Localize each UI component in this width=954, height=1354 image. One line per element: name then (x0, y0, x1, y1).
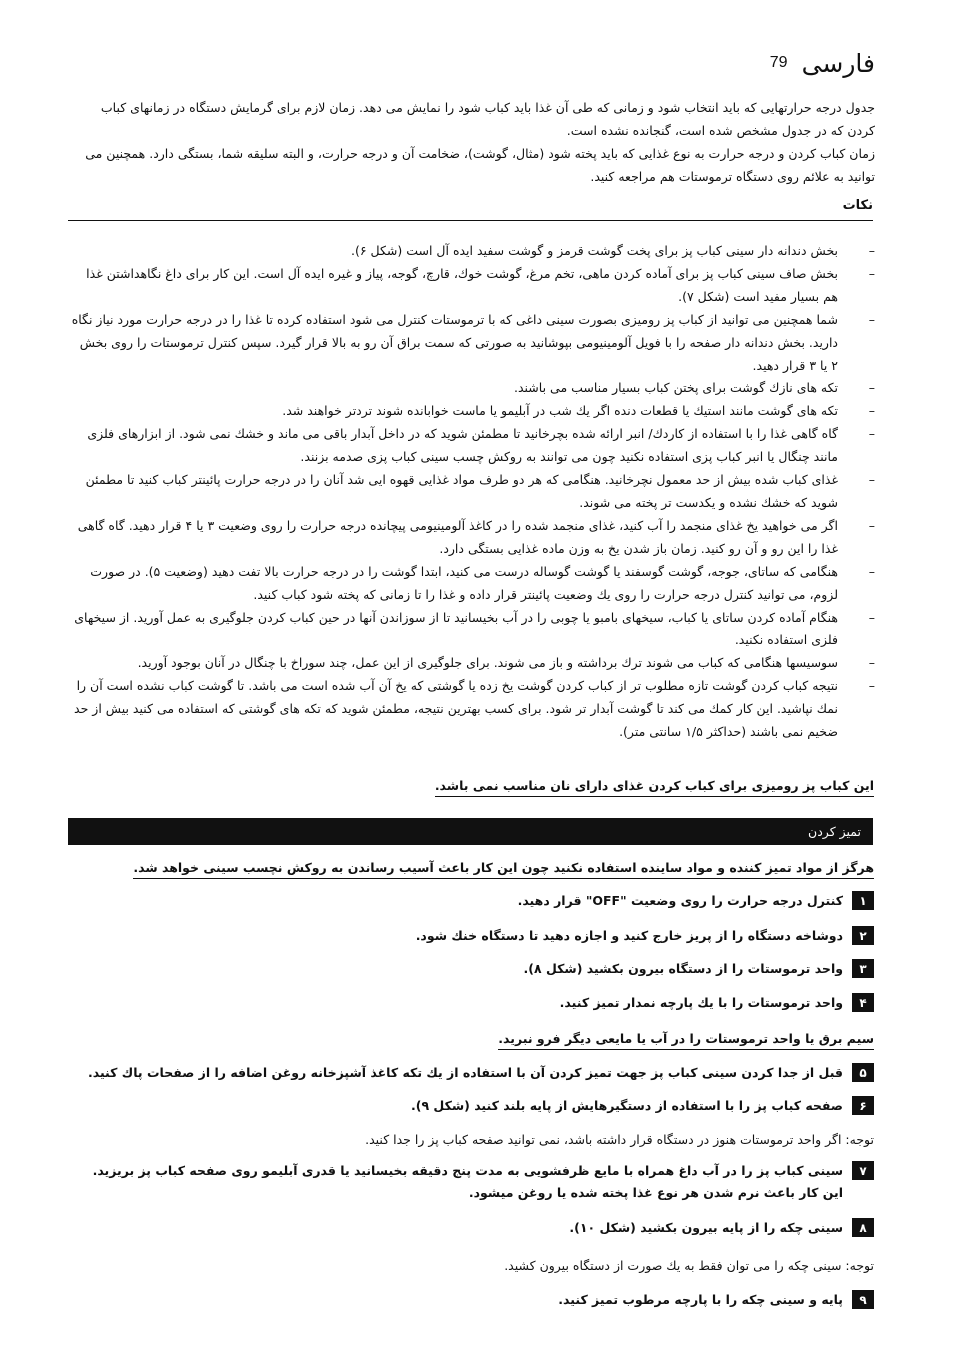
note-text: تکه های نازك گوشت برای پختن کباب بسیار مناسب می باشند. (513, 380, 838, 396)
thermostat-warning: سیم برق یا واحد ترموستات را در آب یا مایعی دیگر فرو نبرید. (498, 1029, 874, 1050)
step-text: واحد ترموستات را با یك پارچه نمدار تمیز کنید. (559, 995, 843, 1010)
list-item (70, 240, 875, 263)
step-text: قبل از جدا کردن سینی کباب پز جهت تمیز کردن آن با استفاده از یك تکه کاغذ آشپزخانه روغن اضافه را از صفحات پاك کنید. (87, 1065, 843, 1080)
note-text: بخش دندانه دار سینی کباب پز برای پخت گوشت قرمز و گوشت سفید ایده آل است (شکل ۶). (350, 243, 838, 258)
dash-bullet: – (868, 655, 875, 671)
dash-bullet: – (868, 311, 875, 327)
step-8 (569, 1217, 874, 1239)
dash-bullet: – (868, 678, 875, 694)
notes-heading: نکات (68, 198, 873, 221)
page-number: 79 (769, 54, 788, 71)
step-number-badge: ۸ (852, 1218, 874, 1237)
step-6 (411, 1095, 874, 1117)
step-number-badge: ۵ (852, 1063, 874, 1082)
step-number-badge: ۹ (852, 1290, 874, 1309)
dash-bullet: – (868, 609, 875, 625)
breaded-food-warning: این کباب پز رومیزی برای کباب کردن غذای دارای نان مناسب نمی باشد. (435, 776, 874, 797)
list-item (70, 515, 875, 561)
note-text: نتیجه کباب کردن گوشت تازه مطلوب تر از کباب کردن گوشت یخ زده یا گوشتی که یخ آن آب شده است می باشد. تا گوشت کباب نشده است آن را نمك نپاشید. این کار کمك می کند تا گوشت آبدار تر شود. برای کسب بهترین نتیجه، مطمئن شوید که تکه های گوشتی که استفاده می کنید بیش از حد ضخیم نمی باشند (حداکثر ۱/۵ سانتی متر). (74, 678, 838, 740)
list-item (70, 652, 875, 675)
step-9 (558, 1289, 874, 1311)
list-item (70, 561, 875, 607)
note-text: غذای کباب شده بیش از حد معمول نچرخانید. هنگامی که هر دو طرف مواد غذایی قهوه ایی شد آنان را در درجه حرارت پائینتر کباب کنید تا مطمئن شوید که خشك نشده و یکدست تر پخته می شوند. (85, 472, 838, 510)
list-item (70, 400, 875, 423)
step-text: سینی چکه را از پایه بیرون بکشید (شکل ۱۰). (569, 1220, 843, 1235)
note-thermostat: توجه: اگر واحد ترموستات هنوز در دستگاه قرار داشته باشد، نمی توانید صفحه کباب پز را جدا کنید. (365, 1132, 874, 1147)
dash-bullet: – (868, 563, 875, 579)
step-5 (88, 1062, 874, 1084)
note-text: تکه های گوشت مانند استیك یا قطعات دنده اگر یك شب در آبلیمو یا ماست خوابانده شوند تردتر خواهند شد. (282, 403, 838, 419)
step-number-badge: ۶ (852, 1096, 874, 1115)
dash-bullet: – (868, 265, 875, 281)
note-text: هنگام آماده کردن ساتای یا کباب، سیخهای بامبو یا چوبی را در آب بخیسانید تا از سوزاندن آنها در حین کباب کردن جلوگیری به عمل آورید. از سیخهای فلزی استفاده نکنید. (74, 609, 838, 648)
list-item (70, 469, 875, 515)
dash-bullet: – (868, 243, 875, 258)
list-item (70, 377, 875, 400)
section-heading-cleaning: تمیز کردن (68, 818, 873, 845)
step-4 (560, 992, 874, 1014)
step-number-badge: ۳ (852, 959, 874, 978)
abrasive-warning: هرگز از مواد تمیز کننده و مواد ساینده استفاده نکنید چون این کار باعث آسیب رساندن به روکش نچسب سینی خواهد شد. (133, 858, 874, 879)
step-number-badge: ۷ (852, 1161, 874, 1180)
intro-text (70, 96, 875, 188)
list-item (70, 309, 875, 378)
step-number-badge: ۲ (852, 926, 874, 945)
step-3 (524, 958, 874, 980)
language-title: فارسی (801, 48, 875, 78)
dash-bullet: – (868, 380, 875, 396)
note-text: گاه گاهی غذا را با استفاده از کاردك/ انبر ارائه شده بچرخانید تا مطمئن شوید که در داخل آبدار باقی می ماند و خشك نمی شود. از ابزارهای فلزی مانند چنگال یا انبر کباب پزی استفاده نکنید چون می توانند به روکش چسب سینی کباب پزی صدمه بزنند. (87, 426, 838, 465)
page-header (760, 46, 875, 80)
step-text: دوشاخه دستگاه را از پریز خارج کنید و اجازه دهید تا دستگاه خنك شود. (415, 928, 843, 943)
note-text: هنگامی که ساتای، جوجه، گوشت گوسفند یا گوشت گوساله درست می کنید، ابتدا گوشت را در درجه حرارت بالا تفت دهید (وضعیت ۵). در صورت لزوم، می توانید کنترل درجه حرارت را روی یك وضعیت پائینتر قرار داده و غذا را تا زمانی که پخته شود کباب کنید. (90, 563, 838, 602)
dash-bullet: – (868, 472, 875, 488)
dash-bullet: – (868, 426, 875, 442)
note-text: بخش صاف سینی کباب پز برای آماده کردن ماهی، تخم مرغ، گوشت خوك، قارچ، گوجه، پیاز و غیره ایده آل است. این کار برای داغ نگاهداشتن غذا هم بسیار مفید است (شکل ۷). (86, 265, 838, 304)
intro-paragraph: زمان کباب کردن و درجه حرارت به نوع غذایی که باید پخته شود (مثال، گوشت)، ضخامت آن و درجه حرارت، و البته سلیقه شما، بستگی دارد. همچنین می توانید به علائم روی دستگاه ترموستات هم مراجعه کنید. (85, 146, 875, 184)
step-text: کنترل درجه حرارت را روی وضعیت "OFF" قرار دهید. (517, 893, 843, 908)
step-2 (416, 925, 874, 947)
list-item (70, 607, 875, 653)
step-number-badge: ۱ (852, 891, 874, 910)
step-number-badge: ۴ (852, 993, 874, 1012)
note-text: اگر می خواهید یخ غذای منجمد را آب کنید، غذای منجمد شده را در کاغذ آلومینیومی پیچانده درجه حرارت را روی وضعیت ۳ یا ۴ قرار دهید. گاه گاهی غذا را این رو و آن رو کنید. زمان باز شدن یخ به وزن ماده غذایی بستگی دارد. (77, 517, 838, 556)
dash-bullet: – (868, 403, 875, 419)
step-7 (83, 1160, 874, 1204)
step-text: واحد ترموستات را از دستگاه بیرون بکشید (شکل ۸). (523, 961, 843, 976)
note-text: شما همچنین می توانید از کباب پز رومیزی بصورت سینی داغی که با ترموستات کنترل می شود استفاده کرده تا غذا را در درجه حرارت مورد نیاز نگاه دارید. بخش دندانه دار صفحه را با فویل آلومینیومی بپوشانید به صورتی که سمت براق آن رو به بالا قرار گیرد. سپس کنترل ترموستات را روی بخش ۲ یا ۳ قرار دهید. (71, 311, 838, 373)
list-item (70, 263, 875, 309)
step-text: سینی کباب پز را در آب داغ همراه با مایع ظرفشویی به مدت پنج دقیقه بخیسانید یا قدری آبلیمو روی صفحه کباب پز بریزید. این کار باعث نرم شدن هر نوع غذا پخته شده یا روغن میشود. (92, 1163, 843, 1200)
step-text: پایه و سینی چکه را با پارچه مرطوب تمیز کنید. (558, 1292, 843, 1307)
note-drip-tray: توجه: سینی چکه را می توان فقط به یك صورت از دستگاه بیرون کشید. (504, 1258, 874, 1273)
list-item (70, 675, 875, 744)
intro-paragraph: جدول درجه حرارتهایی که باید انتخاب شود و زمانی که طی آن غذا باید کباب شود را نمایش می دهد. زمان لازم برای گرمایش دستگاه در زمانهای کباب کردن که در جدول مشخص شده است، گنجانده نشده است. (100, 100, 875, 138)
step-1 (518, 890, 874, 912)
notes-list (70, 240, 875, 744)
step-text: صفحه کباب پز را با استفاده از دستگیرهایش از پایه بلند کنید (شکل ۹). (410, 1098, 843, 1113)
list-item (70, 423, 875, 469)
dash-bullet: – (868, 517, 875, 533)
note-text: سوسیسها هنگامی که کباب می شوند ترك برداشته و باز می شوند. برای جلوگیری از این عمل، چند سوراخ با چنگال در آنان بوجود آورید. (137, 655, 838, 671)
